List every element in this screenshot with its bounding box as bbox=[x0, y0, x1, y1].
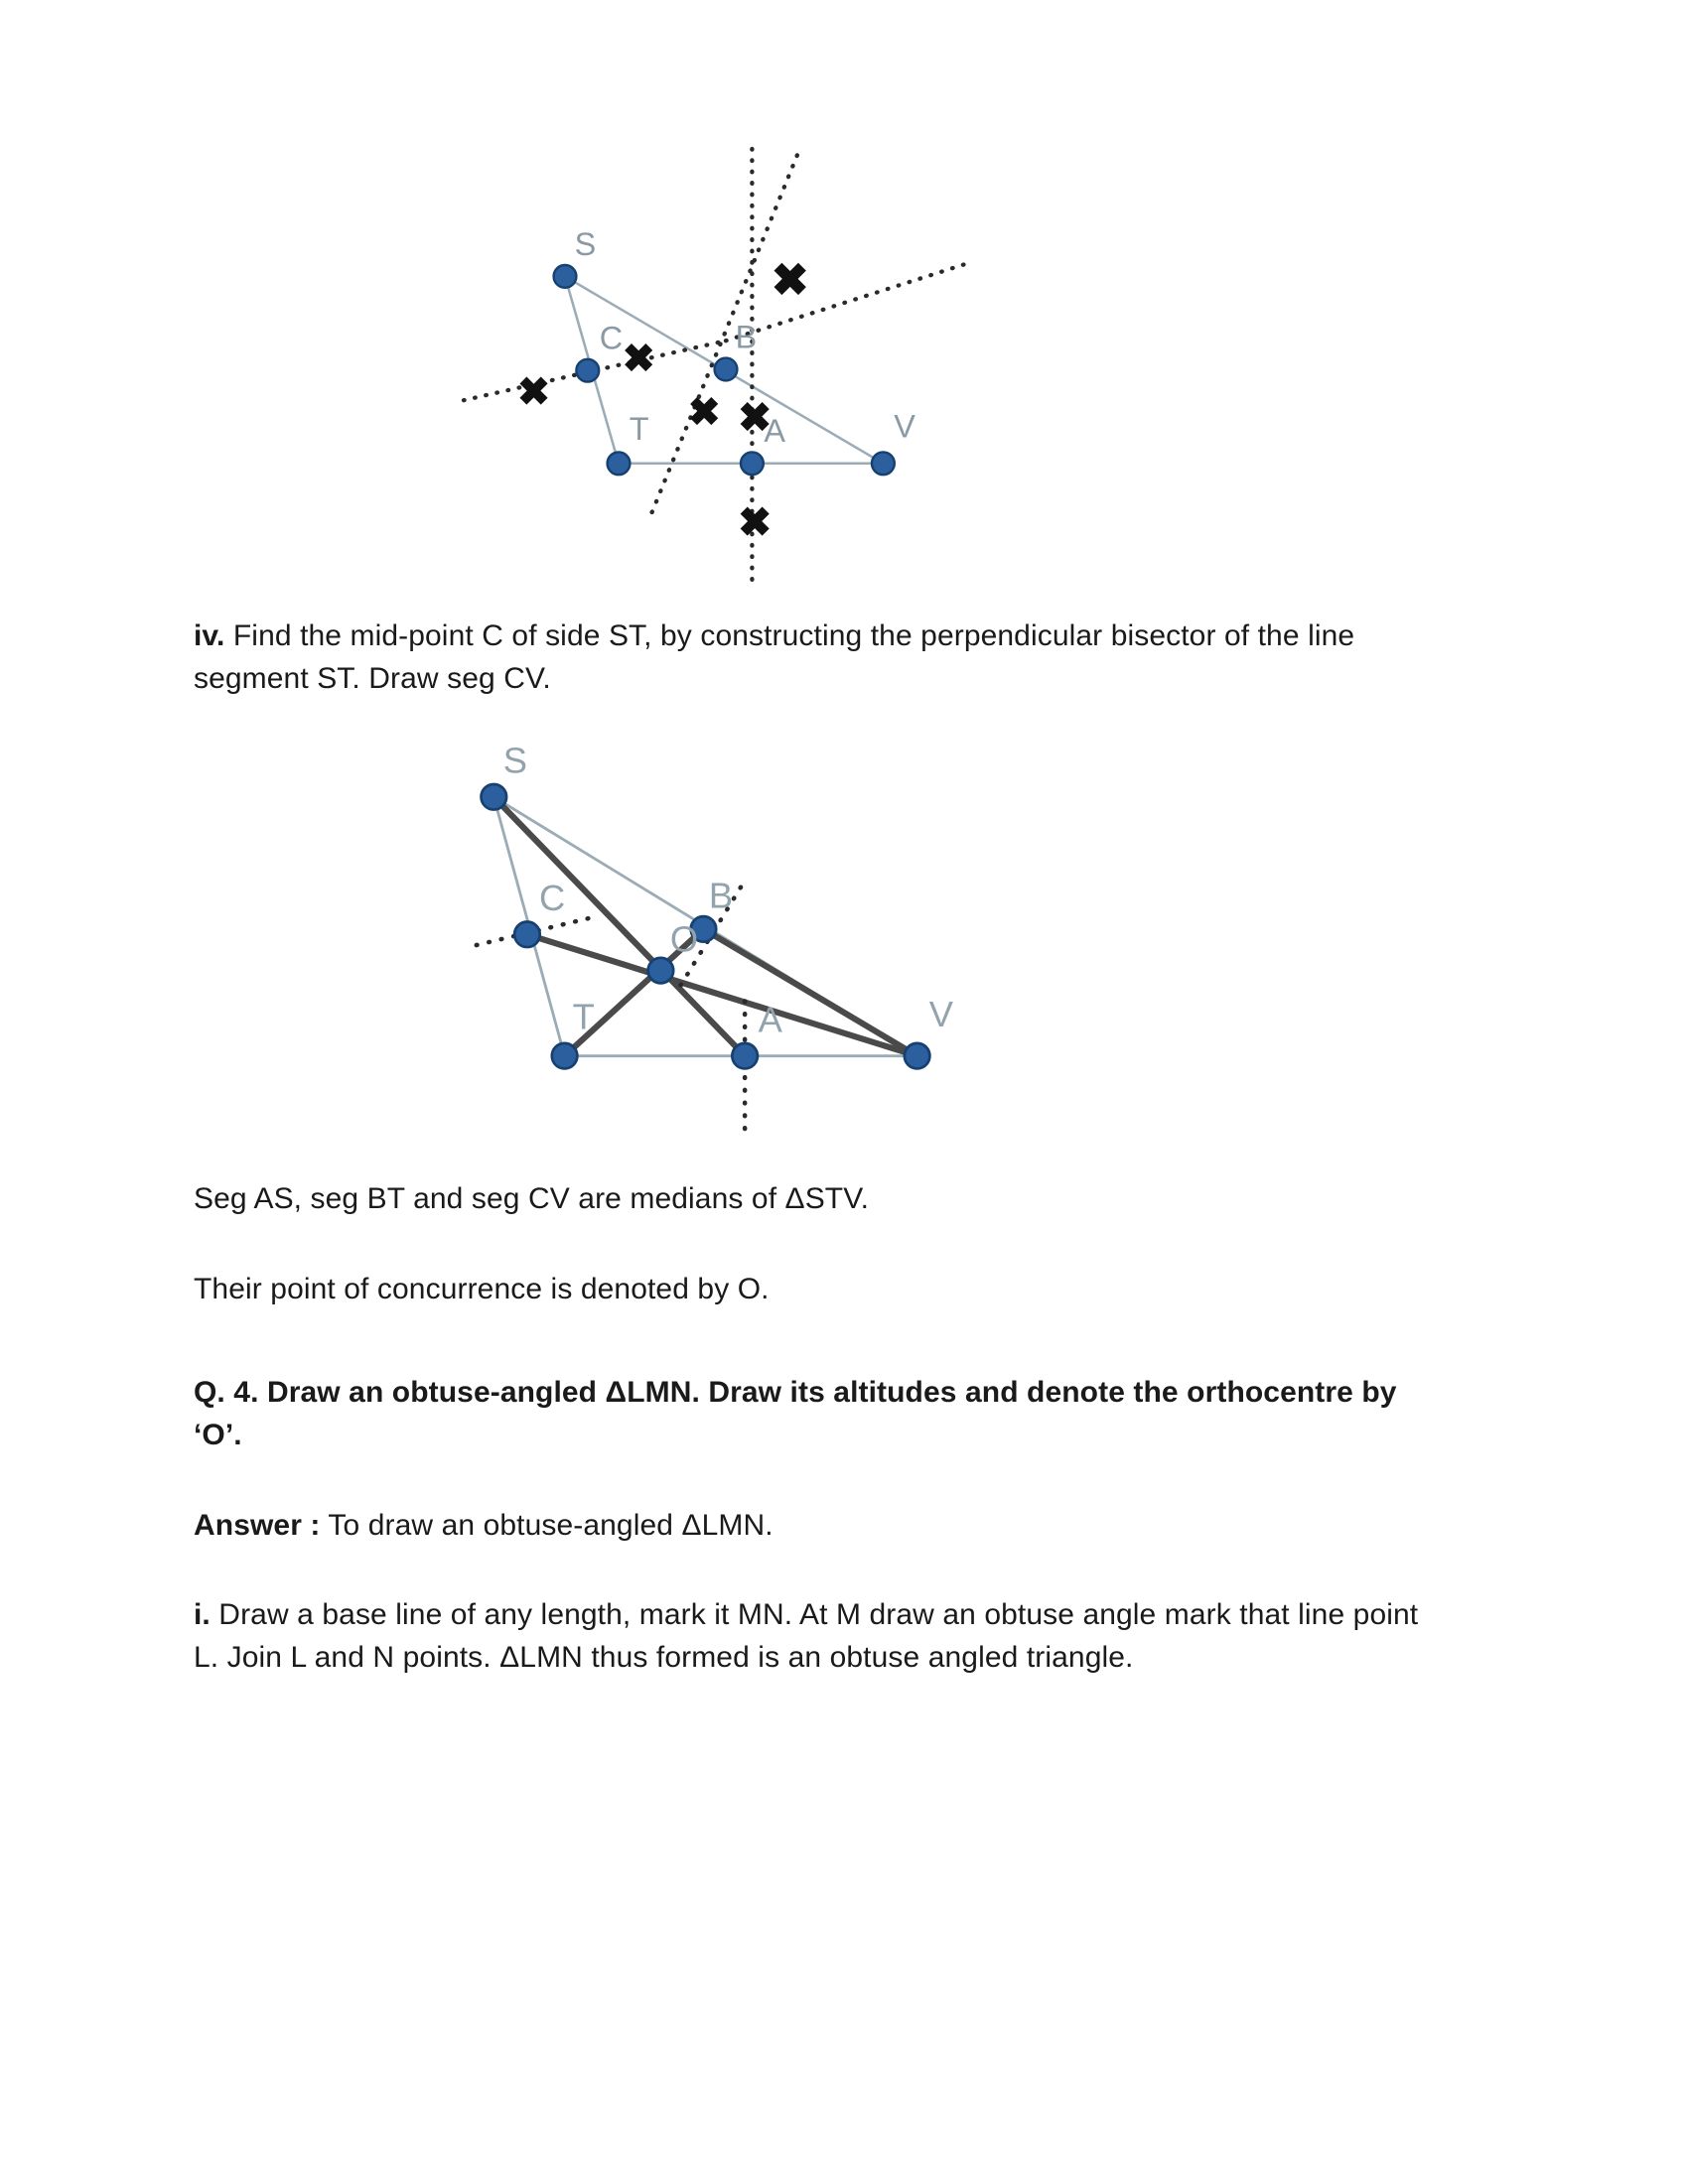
step-iv-body: Find the mid-point C of side ST, by constructing the perpendicular bisector of the line segment ST. Draw seg CV. bbox=[194, 619, 1355, 695]
figure-medians-concurrence bbox=[194, 748, 1494, 1145]
vertex-T-2 bbox=[552, 1043, 578, 1069]
vertex-label-V: V bbox=[894, 408, 915, 445]
spacer-after-step-iv bbox=[194, 700, 1494, 748]
step-i-body: Draw a base line of any length, mark it MN. At M draw an obtuse angle mark that line point L. Join L and N points. ΔLMN thus formed is an obtuse angled triangle. bbox=[194, 1598, 1419, 1674]
vertex-A bbox=[741, 452, 764, 475]
vertex-O-centroid bbox=[648, 958, 674, 984]
vertex-T bbox=[608, 452, 631, 475]
arc-mark-x-5: ✖ bbox=[738, 394, 773, 441]
vertex-label-B-2: B bbox=[708, 875, 734, 916]
paragraph-step-i bbox=[194, 1594, 1450, 1679]
vertex-label-A: A bbox=[764, 413, 786, 450]
construction-ray-right bbox=[726, 264, 964, 341]
spacer-before-q4 bbox=[194, 1310, 1494, 1372]
arc-mark-x-4: ✖ bbox=[687, 390, 721, 435]
spacer-after-answer bbox=[194, 1547, 1494, 1594]
document-content-column bbox=[194, 0, 1494, 1679]
vertex-C-2 bbox=[514, 922, 540, 948]
vertex-label-S-2: S bbox=[502, 748, 527, 781]
arc-mark-x-1: ✖ bbox=[771, 254, 809, 306]
vertex-label-V-2: V bbox=[928, 994, 953, 1035]
step-iv-marker: iv. bbox=[194, 619, 225, 652]
vertex-label-A-2: A bbox=[758, 999, 782, 1040]
median-BV-ext bbox=[703, 929, 916, 1056]
arc-mark-x-2: ✖ bbox=[622, 337, 655, 381]
vertex-V bbox=[872, 452, 895, 475]
vertex-label-T-2: T bbox=[572, 996, 595, 1037]
vertex-A-2 bbox=[732, 1043, 758, 1069]
perpendicular-bisector-SV bbox=[652, 155, 797, 512]
vertex-label-C-2: C bbox=[539, 878, 566, 919]
answer-label: Answer : bbox=[194, 1508, 321, 1542]
question-4-heading: Q. 4. Draw an obtuse-angled ΔLMN. Draw its altitudes and denote the orthocentre by ‘O’. bbox=[194, 1376, 1397, 1451]
vertex-B bbox=[715, 358, 738, 381]
spacer-after-medians bbox=[194, 1221, 1494, 1269]
spacer-after-q4 bbox=[194, 1457, 1494, 1505]
figure1-canvas bbox=[194, 0, 1187, 596]
vertex-label-O: O bbox=[669, 918, 699, 960]
paragraph-concurrence: Their point of concurrence is denoted by O. bbox=[194, 1272, 770, 1305]
arc-mark-x-6: ✖ bbox=[738, 499, 773, 545]
figure2-canvas bbox=[194, 748, 1187, 1135]
vertex-label-B: B bbox=[735, 319, 758, 355]
answer-body: To draw an obtuse-angled ΔLMN. bbox=[320, 1508, 774, 1542]
vertex-S bbox=[554, 265, 577, 288]
vertex-V-2 bbox=[905, 1043, 930, 1069]
answer-line bbox=[194, 1505, 1450, 1548]
step-i-marker: i. bbox=[194, 1598, 211, 1632]
vertex-C bbox=[576, 359, 599, 382]
vertex-label-S: S bbox=[574, 225, 597, 262]
figure-perpendicular-bisector-construction bbox=[194, 0, 1494, 615]
vertex-label-C: C bbox=[599, 320, 624, 356]
arc-mark-x-3: ✖ bbox=[517, 370, 551, 415]
paragraph-step-iv bbox=[194, 615, 1450, 700]
spacer-after-figure2 bbox=[194, 1145, 1494, 1178]
paragraph-medians: Seg AS, seg BT and seg CV are medians of ΔSTV. bbox=[194, 1182, 870, 1216]
vertex-label-T: T bbox=[629, 410, 649, 447]
vertex-S-2 bbox=[482, 784, 507, 810]
